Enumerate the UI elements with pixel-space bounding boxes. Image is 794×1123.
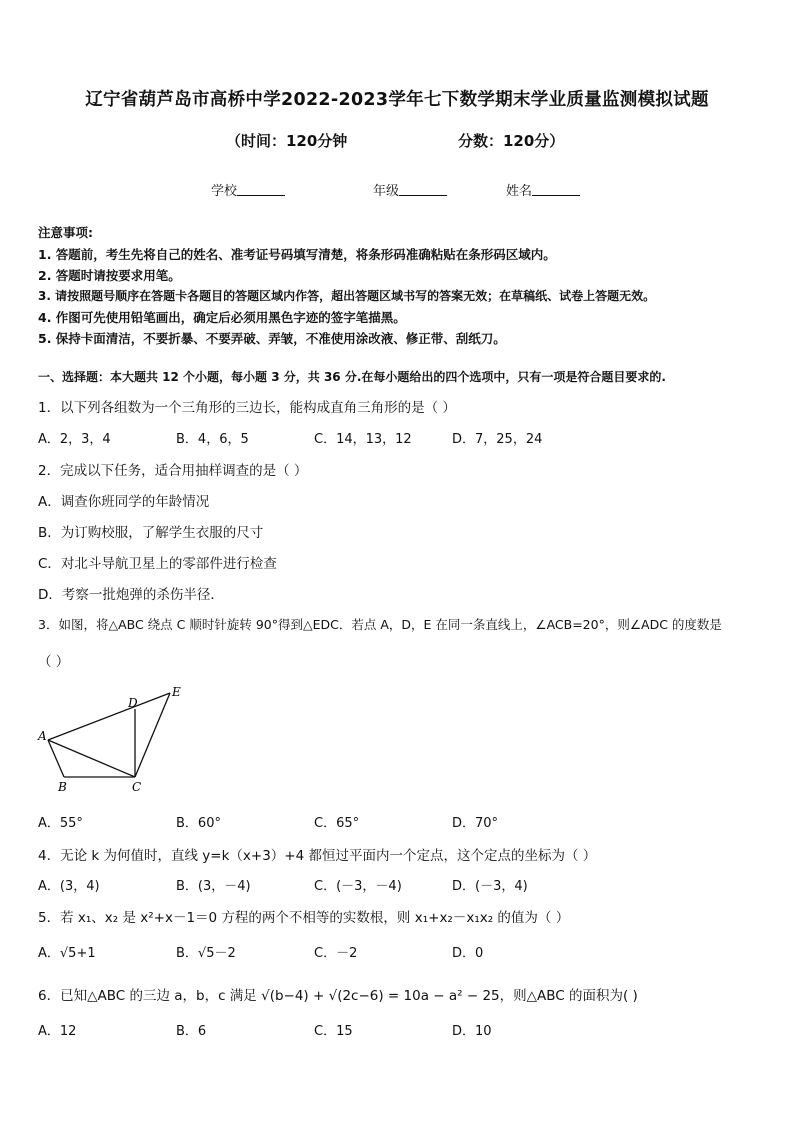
name-field: 姓名 bbox=[506, 180, 580, 199]
note-item: 1. 答题前，考生先将自己的姓名、准考证号码填写清楚，将条形码准确粘贴在条形码区域内。 bbox=[38, 247, 556, 262]
exam-title: 辽宁省葫芦岛市高桥中学2022-2023学年七下数学期末学业质量监测模拟试题 bbox=[85, 90, 709, 110]
triangle-figure bbox=[30, 680, 200, 800]
note-item: 4. 作图可先使用铅笔画出，确定后必须用黑色字迹的签字笔描黑。 bbox=[38, 310, 406, 325]
school-field: 学校 bbox=[211, 180, 285, 199]
point-a-label: A bbox=[38, 729, 47, 743]
point-d-label: D bbox=[128, 696, 138, 710]
q5-option-b: B．√5－2 bbox=[176, 946, 236, 961]
note-item: 3. 请按照题号顺序在答题卡各题目的答题区域内作答，超出答题区域书写的答案无效；在草稿纸、试卷上答题无效。 bbox=[38, 289, 656, 303]
note-item: 5. 保持卡面清洁，不要折暴、不要弄破、弄皱，不准使用涂改液、修正带、刮纸刀。 bbox=[38, 331, 506, 346]
point-c-label: C bbox=[132, 780, 142, 794]
section-heading: 一、选择题：本大题共 12 个小题，每小题 3 分，共 36 分.在每小题给出的四个选项中，只有一项是符合题目要求的. bbox=[38, 370, 666, 384]
question-3-stem: 3．如图，将△ABC 绕点 C 顺时针旋转 90°得到△EDC．若点 A，D，E 在同一条直线上，∠ACB=20°，则∠ADC 的度数是 bbox=[38, 617, 722, 632]
q6-option-b: B．6 bbox=[176, 1024, 207, 1039]
question-5-stem: 5．若 x₁、x₂ 是 x²+x－1＝0 方程的两个不相等的实数根，则 x₁+x₂－x₁x₂ 的值为（ ） bbox=[38, 910, 570, 926]
q3-option-a: A．55° bbox=[38, 816, 83, 831]
edge-ec bbox=[135, 693, 170, 777]
question-6-stem: 6．已知△ABC 的三边 a，b，c 满足 √(b−4) + √(2c−6) = 10a − a² − 25，则△ABC 的面积为( ) bbox=[38, 988, 638, 1004]
q3-option-c: C．65° bbox=[314, 816, 360, 831]
note-item: 2. 答题时请按要求用笔。 bbox=[38, 268, 181, 283]
notes-heading: 注意事项: bbox=[38, 225, 93, 240]
q1-option-a: A．2，3，4 bbox=[38, 432, 111, 447]
q4-option-c: C．(－3，－4) bbox=[314, 879, 402, 894]
q6-option-d: D．10 bbox=[452, 1024, 492, 1039]
q4-option-a: A．(3，4) bbox=[38, 879, 100, 894]
q2-option-c: C．对北斗导航卫星上的零部件进行检查 bbox=[38, 556, 277, 572]
q5-option-d: D．0 bbox=[452, 946, 484, 961]
q3-option-b: B．60° bbox=[176, 816, 221, 831]
question-4-stem: 4．无论 k 为何值时，直线 y=k（x+3）+4 都恒过平面内一个定点，这个定点的坐标为（ ） bbox=[38, 848, 597, 864]
q6-option-a: A．12 bbox=[38, 1024, 77, 1039]
q5-option-c: C．－2 bbox=[314, 946, 358, 961]
q4-option-d: D．(－3，4) bbox=[452, 879, 528, 894]
exam-score: 分数：120分） bbox=[458, 132, 565, 150]
question-3-paren: （ ） bbox=[38, 654, 70, 670]
q3-option-d: D．70° bbox=[452, 816, 499, 831]
grade-field: 年级 bbox=[373, 180, 447, 199]
point-b-label: B bbox=[58, 780, 67, 794]
q4-option-b: B．(3，－4) bbox=[176, 879, 251, 894]
q2-option-d: D．考察一批炮弹的杀伤半径． bbox=[38, 587, 224, 603]
q1-option-d: D．7，25，24 bbox=[452, 432, 543, 447]
question-1-stem: 1．以下列各组数为一个三角形的三边长，能构成直角三角形的是（ ） bbox=[38, 400, 456, 416]
q1-option-c: C．14，13，12 bbox=[314, 432, 412, 447]
q1-option-b: B．4，6，5 bbox=[176, 432, 249, 447]
q2-option-a: A．调查你班同学的年龄情况 bbox=[38, 494, 210, 510]
edge-ae bbox=[48, 693, 170, 740]
q2-option-b: B．为订购校服，了解学生衣服的尺寸 bbox=[38, 525, 264, 541]
point-e-label: E bbox=[172, 685, 181, 699]
q5-option-a: A．√5+1 bbox=[38, 946, 96, 961]
exam-time: （时间：120分钟 bbox=[226, 132, 348, 150]
question-2-stem: 2．完成以下任务，适合用抽样调查的是（ ） bbox=[38, 463, 308, 479]
q6-option-c: C．15 bbox=[314, 1024, 353, 1039]
